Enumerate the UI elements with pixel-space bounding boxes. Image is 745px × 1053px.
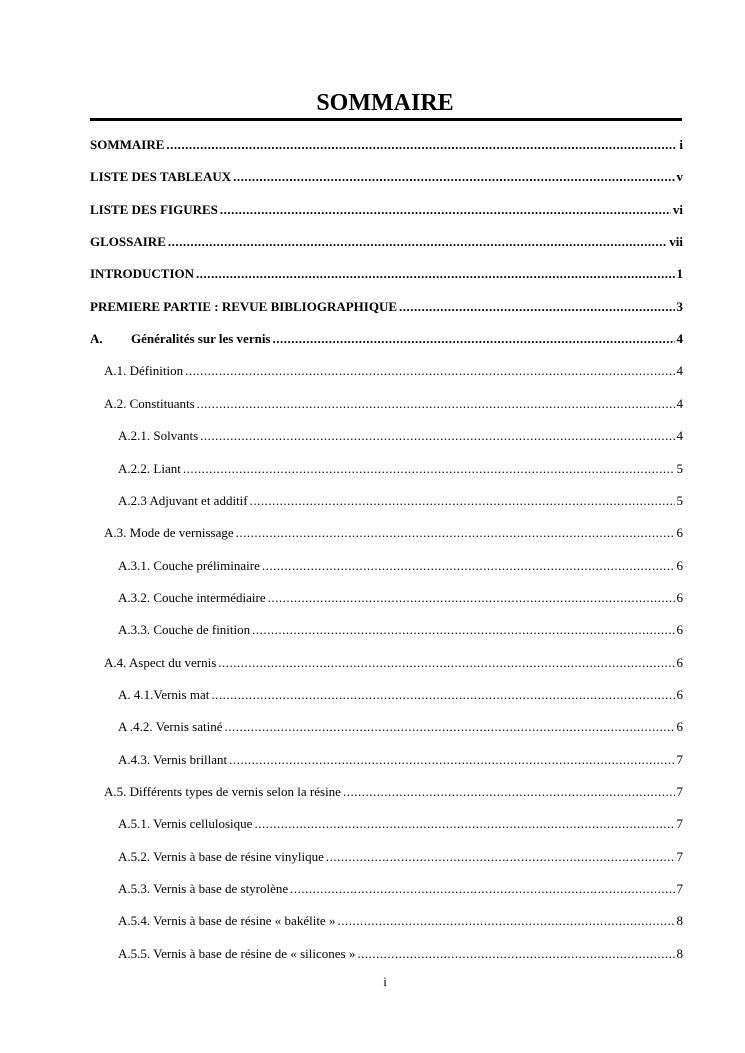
toc-entry[interactable] <box>118 460 683 478</box>
toc-dot-leader <box>200 427 674 445</box>
toc-dot-leader <box>166 136 677 154</box>
toc-entry-text: A.5.1. Vernis cellulosique <box>118 816 253 832</box>
toc-entry-text: LISTE DES FIGURES <box>90 201 218 217</box>
toc-entry-text: Généralités sur les vernis <box>131 331 271 347</box>
toc-page-number: 1 <box>676 266 683 282</box>
toc-entry-label <box>90 168 231 186</box>
toc-entry-text: A.5.5. Vernis à base de résine de « silicones » <box>118 945 356 961</box>
toc-entry-label <box>118 621 250 639</box>
toc-entry[interactable] <box>118 621 683 639</box>
toc-page-number: vii <box>669 234 683 250</box>
toc-entry-label <box>104 395 195 413</box>
toc-entry-label <box>90 298 397 316</box>
toc-entry-label <box>118 718 222 736</box>
toc-entry[interactable] <box>90 168 683 186</box>
toc-dot-leader <box>262 557 675 575</box>
toc-dot-leader <box>250 492 675 510</box>
toc-section-number: A. <box>90 331 103 347</box>
toc-entry-label <box>104 654 216 672</box>
toc-page-number: 6 <box>676 622 683 638</box>
toc-entry-text: A.5.3. Vernis à base de styrolène <box>118 881 289 897</box>
toc-page-number: vi <box>672 201 683 217</box>
toc-page-number: 6 <box>676 557 683 573</box>
toc-entry-text: A .4.2. Vernis satiné <box>118 719 223 735</box>
toc-dot-leader <box>343 783 675 801</box>
toc-entry-text: GLOSSAIRE <box>90 234 166 250</box>
toc-entry-label <box>118 557 260 575</box>
page-number-footer: i <box>383 974 387 989</box>
toc-page-number: 4 <box>676 428 683 444</box>
toc-dot-leader <box>233 168 674 186</box>
toc-entry[interactable] <box>118 848 683 866</box>
toc-dot-leader <box>185 362 674 380</box>
toc-entry[interactable] <box>90 201 683 219</box>
toc-page-number: 8 <box>676 945 683 961</box>
toc-dot-leader <box>197 395 675 413</box>
toc-entry[interactable] <box>90 233 683 251</box>
toc-entry-text: A.5. Différents types de vernis selon la résine <box>104 784 341 799</box>
toc-entry-label <box>118 848 324 866</box>
toc-entry-label <box>90 330 271 348</box>
toc-entry[interactable] <box>90 330 683 348</box>
toc-dot-leader <box>399 298 674 316</box>
toc-page-number: 7 <box>676 784 683 799</box>
toc-entry-text: A.2.1. Solvants <box>118 428 199 444</box>
toc-page-number: 4 <box>676 363 683 379</box>
toc-dot-leader <box>252 621 674 639</box>
toc-entry-label <box>90 233 166 251</box>
toc-entry[interactable] <box>118 912 683 930</box>
toc-entry-text: A.2.2. Liant <box>118 460 181 476</box>
toc-entry-text: A.1. Définition <box>104 363 184 379</box>
toc-dot-leader <box>168 233 667 251</box>
toc-entry-label <box>118 686 209 704</box>
toc-entry[interactable] <box>90 298 683 316</box>
toc-entry[interactable] <box>118 589 683 607</box>
toc-entry-text: SOMMAIRE <box>90 137 165 152</box>
toc-entry[interactable] <box>90 265 683 283</box>
toc-entry-text: A. 4.1.Vernis mat <box>118 686 210 702</box>
title-underline <box>90 118 682 121</box>
toc-page-number: 7 <box>676 881 683 897</box>
toc-entry-label <box>90 201 218 219</box>
toc-entry-label <box>90 265 194 283</box>
toc-dot-leader <box>229 751 674 769</box>
toc-entry[interactable] <box>104 654 683 672</box>
toc-entry-text: A.4. Aspect du vernis <box>104 654 217 670</box>
toc-page-number: i <box>679 137 683 152</box>
toc-entry-text: LISTE DES TABLEAUX <box>90 169 232 185</box>
toc-dot-leader <box>218 654 674 672</box>
toc-entry[interactable] <box>104 395 683 413</box>
toc-dot-leader <box>268 589 675 607</box>
toc-entry-label <box>118 427 198 445</box>
toc-entry-text: A.5.4. Vernis à base de résine « bakélite » <box>118 913 336 929</box>
toc-page-number: 5 <box>676 460 683 476</box>
toc-entry-text: A.3.1. Couche préliminaire <box>118 557 260 573</box>
toc-entry[interactable] <box>118 557 683 575</box>
toc-entry[interactable] <box>118 751 683 769</box>
toc-page-number: 6 <box>676 686 683 702</box>
toc-entry-text: A.3.3. Couche de finition <box>118 622 251 638</box>
toc-dot-leader <box>254 815 674 833</box>
toc-dot-leader <box>357 945 674 963</box>
toc-entry-text: A.4.3. Vernis brillant <box>118 751 228 767</box>
toc-page-number: 3 <box>676 298 683 314</box>
toc-dot-leader <box>236 524 675 542</box>
toc-dot-leader <box>224 718 674 736</box>
toc-entry-text: A.2. Constituants <box>104 395 195 411</box>
toc-entry[interactable] <box>104 524 683 542</box>
toc-entry-label <box>104 783 341 801</box>
toc-page-number: 6 <box>676 719 683 735</box>
toc-dot-leader <box>326 848 675 866</box>
toc-dot-leader <box>220 201 671 219</box>
toc-entry[interactable] <box>118 686 683 704</box>
toc-entry-label <box>118 492 248 510</box>
toc-entry-text: A.3. Mode de vernissage <box>104 525 234 541</box>
toc-page-number: 7 <box>676 751 683 767</box>
toc-dot-leader <box>290 880 674 898</box>
toc-entry[interactable] <box>118 492 683 510</box>
toc-entry[interactable] <box>118 718 683 736</box>
toc-entry[interactable] <box>104 362 683 380</box>
toc-entry-text: INTRODUCTION <box>90 266 195 282</box>
page-title: SOMMAIRE <box>316 90 454 116</box>
toc-entry[interactable] <box>90 136 683 154</box>
toc-page-number: 6 <box>676 589 683 605</box>
toc-entry-label <box>118 880 288 898</box>
toc-entry[interactable] <box>118 815 683 833</box>
toc-page-number: 4 <box>676 395 683 411</box>
toc-entry-label <box>104 362 183 380</box>
toc-entry-label <box>104 524 234 542</box>
toc-page-number: 5 <box>676 492 683 508</box>
toc-page-number: 7 <box>676 848 683 864</box>
toc-entry-label <box>118 945 355 963</box>
toc-page-number: 7 <box>676 816 683 832</box>
toc-dot-leader <box>196 265 674 283</box>
toc-dot-leader <box>183 460 675 478</box>
toc-entry-label <box>118 912 335 930</box>
toc-entry[interactable] <box>118 945 683 963</box>
toc-entry[interactable] <box>118 880 683 898</box>
toc-entry[interactable] <box>118 427 683 445</box>
toc-page-number: 4 <box>676 331 683 347</box>
toc-entry[interactable] <box>104 783 683 801</box>
toc-entry-text: A.2.3 Adjuvant et additif <box>118 492 248 508</box>
toc-dot-leader <box>337 912 674 930</box>
toc-entry-label <box>118 815 252 833</box>
toc-page-number: 6 <box>676 525 683 541</box>
toc-entry-text: A.3.2. Couche intermédiaire <box>118 589 266 605</box>
toc-page-number: v <box>676 169 683 185</box>
toc-entry-text: A.5.2. Vernis à base de résine vinylique <box>118 848 324 864</box>
toc-page-number: 6 <box>676 654 683 670</box>
toc-dot-leader <box>273 330 675 348</box>
toc-entry-text: PREMIERE PARTIE : REVUE BIBLIOGRAPHIQUE <box>90 298 398 314</box>
toc-dot-leader <box>211 686 674 704</box>
toc-entry-label <box>118 460 181 478</box>
toc-entry-label <box>118 751 227 769</box>
toc-entry-label <box>118 589 266 607</box>
toc-entry-label <box>90 136 164 154</box>
toc-page-number: 8 <box>676 913 683 929</box>
